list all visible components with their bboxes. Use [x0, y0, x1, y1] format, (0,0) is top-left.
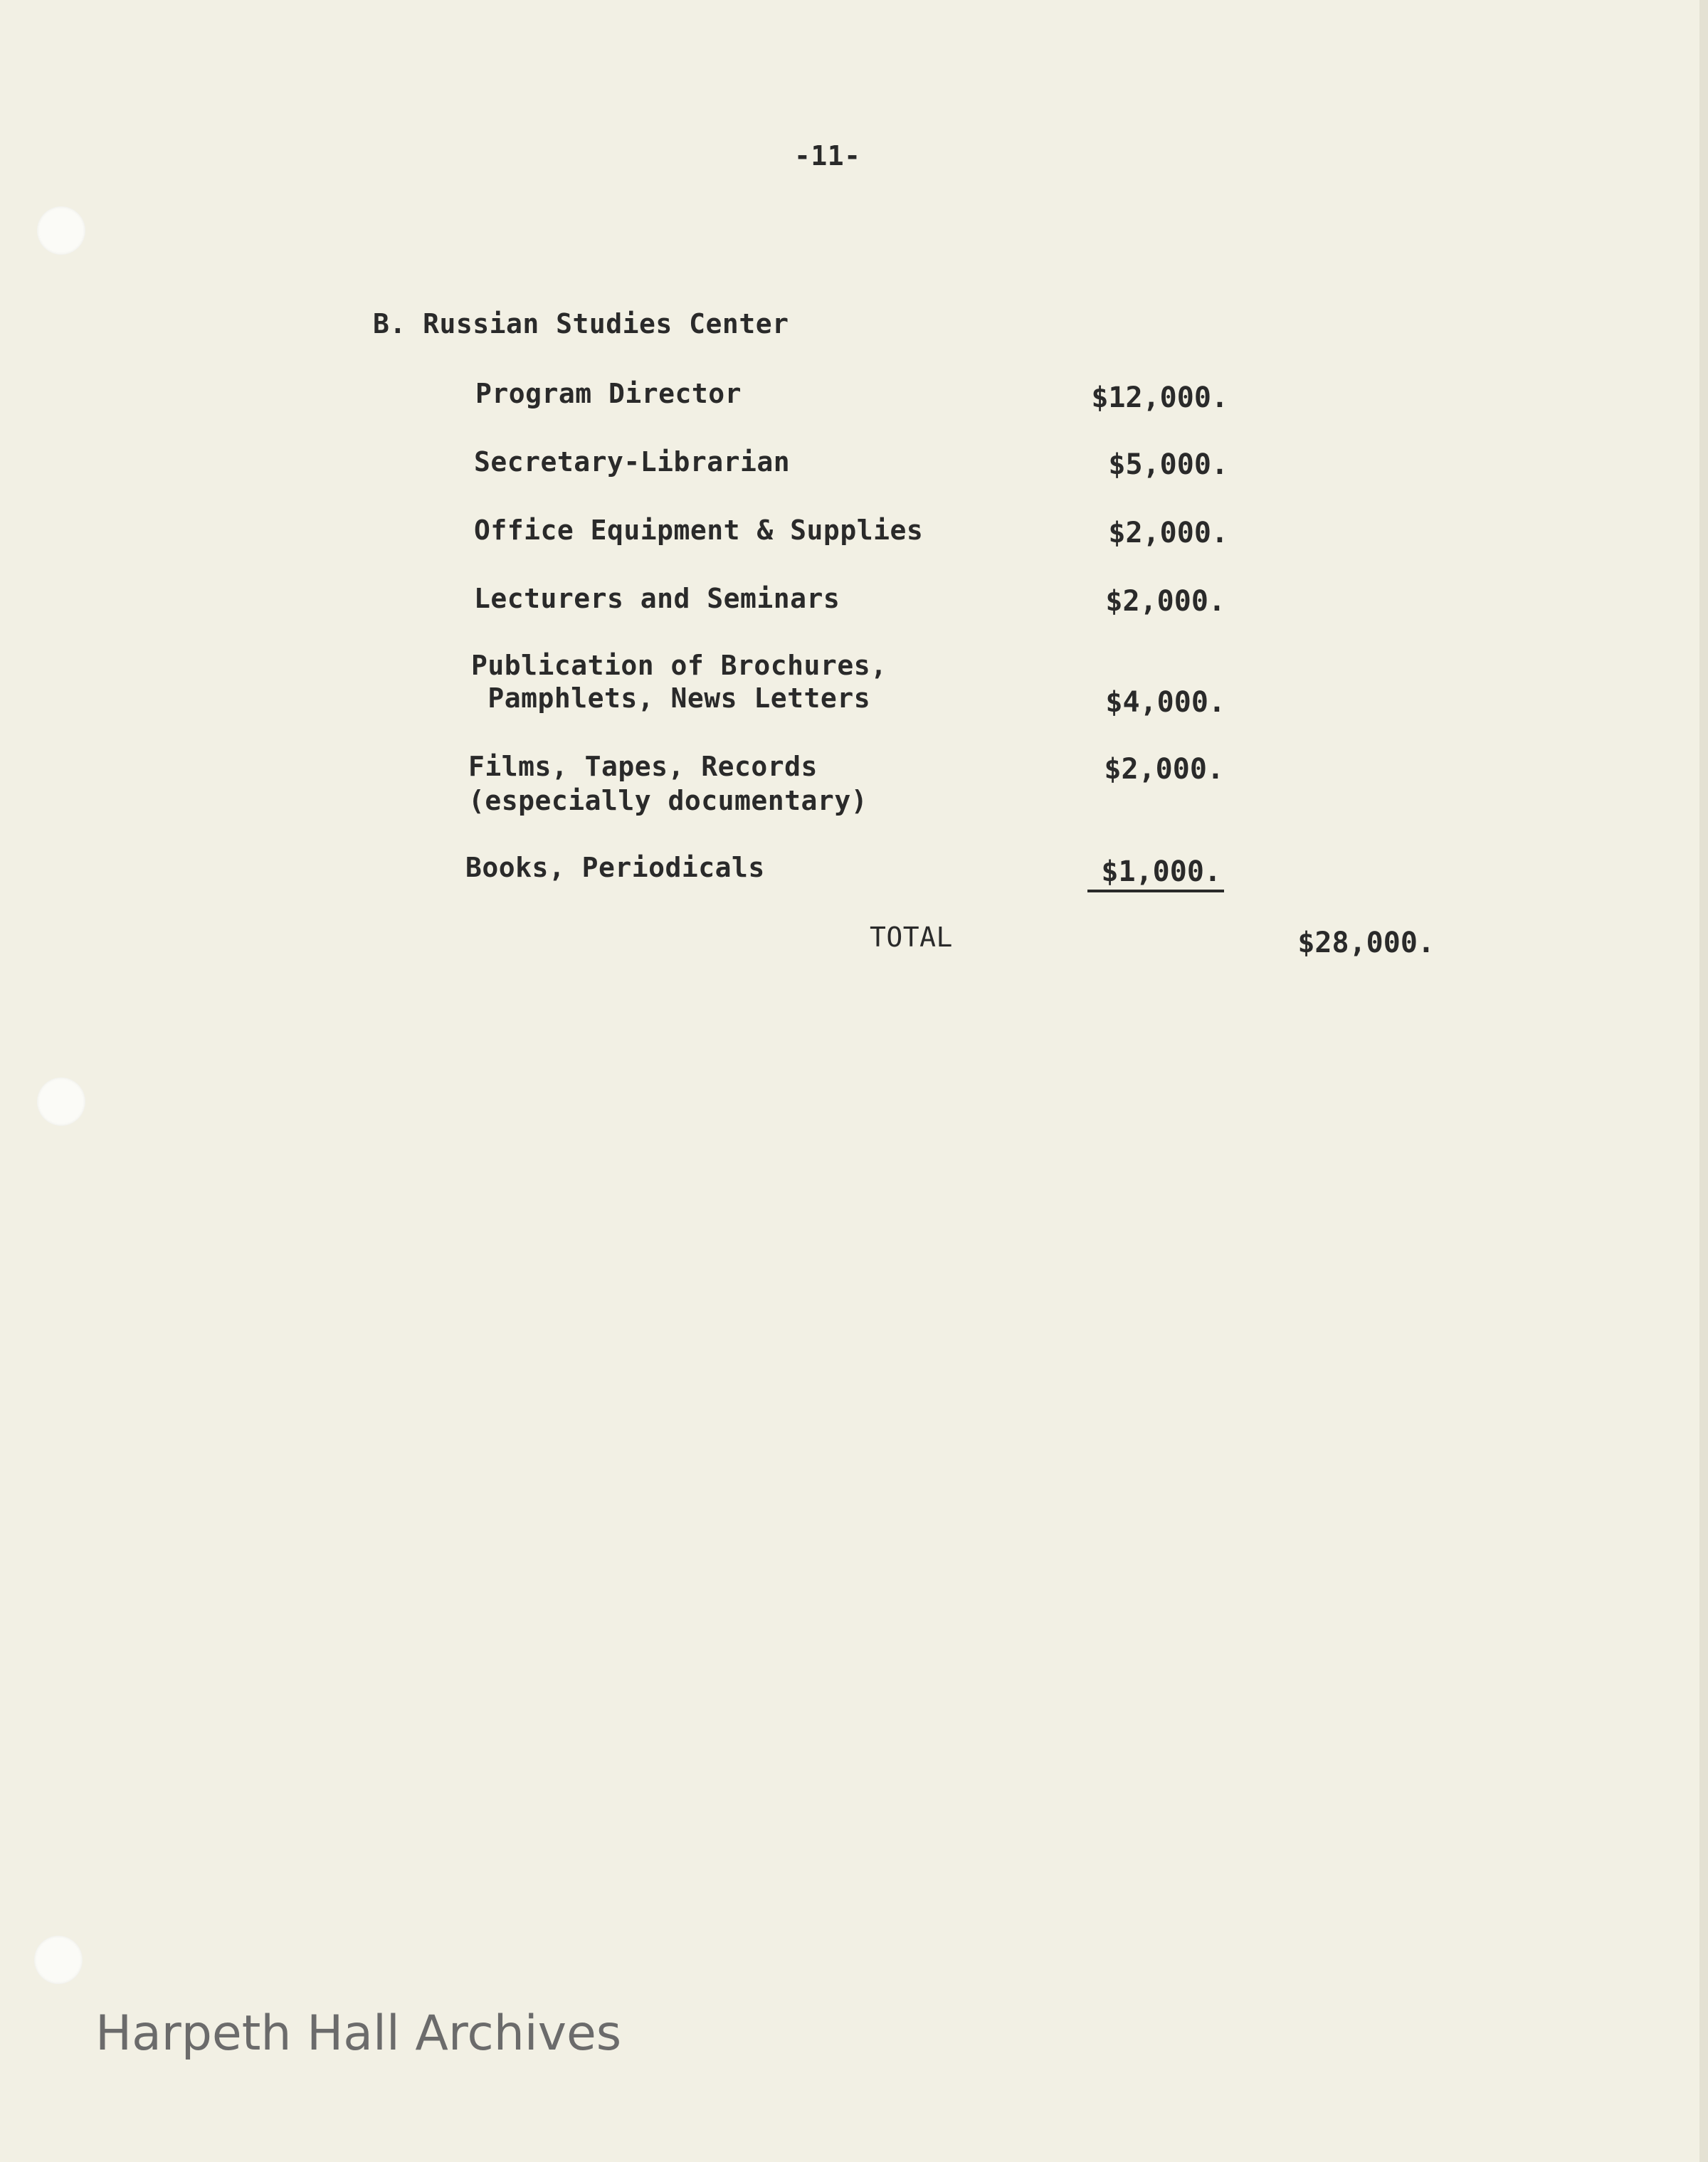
line-item-label: Publication of Brochures, — [471, 650, 887, 681]
page-number: -11- — [794, 140, 861, 172]
line-item-label: Films, Tapes, Records — [468, 751, 818, 782]
line-item-label: Secretary-Librarian — [474, 446, 791, 478]
line-item-amount: $2,000. — [1104, 753, 1224, 786]
page-edge — [1699, 0, 1708, 2162]
line-item-label: Office Equipment & Supplies — [474, 515, 924, 546]
line-item-label: Program Director — [475, 378, 742, 409]
subtotal-underline — [1087, 890, 1224, 892]
line-item-amount: $2,000. — [1105, 585, 1225, 618]
line-item-amount: $2,000. — [1108, 517, 1228, 549]
binder-hole-middle — [37, 1077, 85, 1126]
line-item-amount: $4,000. — [1105, 686, 1225, 719]
binder-hole-top — [37, 206, 85, 255]
line-item-amount: $1,000. — [1101, 855, 1221, 888]
line-item-label: Lecturers and Seminars — [474, 583, 840, 614]
line-item-amount: $5,000. — [1108, 448, 1228, 481]
total-label: TOTAL — [870, 922, 953, 953]
line-item-label-continued: (especially documentary) — [468, 785, 868, 816]
section-title: B. Russian Studies Center — [373, 308, 789, 339]
line-item-label: Books, Periodicals — [465, 852, 765, 883]
line-item-amount: $12,000. — [1091, 381, 1228, 414]
binder-hole-bottom — [34, 1936, 83, 1984]
archive-watermark: Harpeth Hall Archives — [95, 2005, 622, 2062]
total-amount: $28,000. — [1297, 927, 1435, 959]
line-item-label-continued: Pamphlets, News Letters — [471, 682, 871, 714]
